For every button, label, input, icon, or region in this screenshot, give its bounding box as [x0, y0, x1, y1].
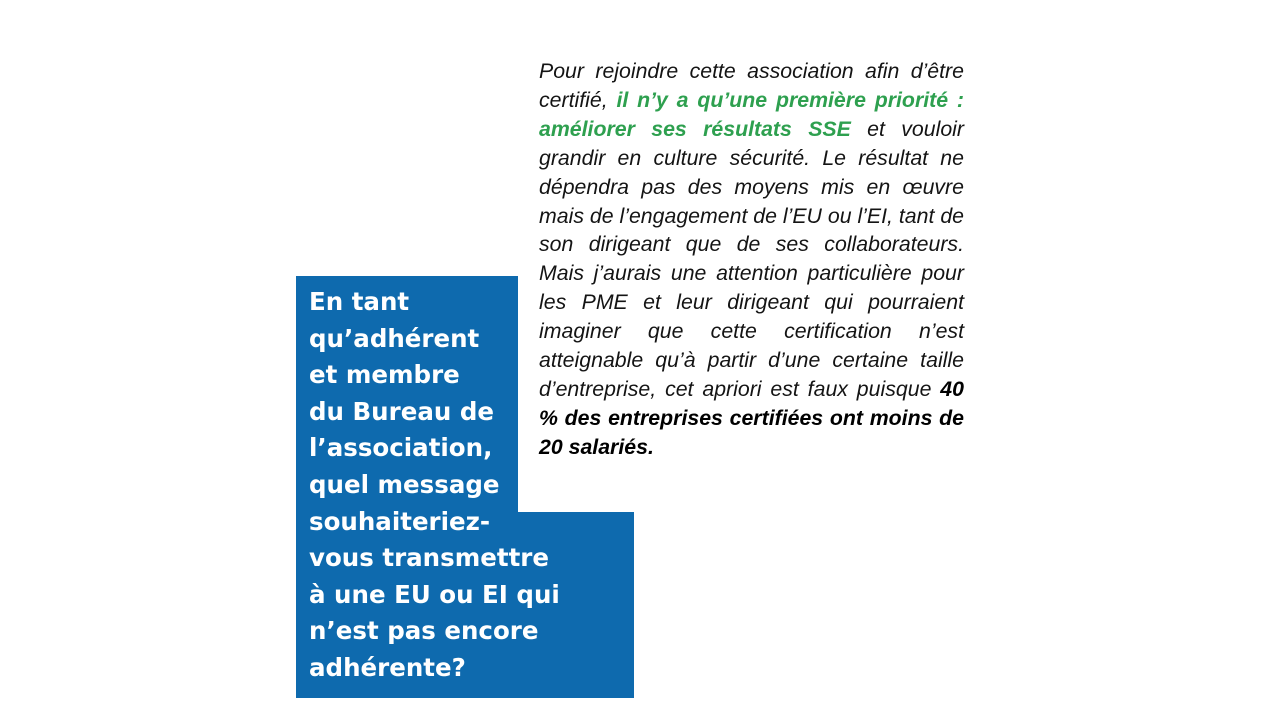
question-line: qu’adhérent	[309, 323, 480, 353]
question-line: En tant	[309, 287, 410, 316]
answer-highlight: il n’y a qu’une première priorité : améliorer ses résultats SSE	[539, 87, 964, 141]
question-line: quel message	[309, 469, 500, 499]
question-line: souhaiteriez-	[309, 506, 491, 536]
answer-intro: Pour rejoindre cette association afin d’être certifié,	[539, 59, 964, 112]
answer-body: et vouloir grandir en culture sécurité. Le résultat ne dépendra pas des moyens mis en œuvre mais de l’engagement de l’EU ou l’EI, tant de son dirigeant que de ses collaborateurs. Mais j’aurais une attention particulière pour les PME et leur dirigeant qui pourraient imaginer que cette certification n’est atteignable qu’à partir d’une certaine taille d’entreprise, cet apriori est faux puisque	[539, 116, 965, 401]
question-line: du Bureau de	[309, 396, 494, 426]
question-line: et membre	[309, 360, 460, 390]
question-line: vous transmettre	[309, 543, 549, 573]
question-line: à une EU ou EI qui	[309, 579, 560, 609]
answer-paragraph	[539, 57, 964, 462]
question-line: adhérente?	[309, 652, 466, 682]
question-line: n’est pas encore	[309, 616, 539, 646]
question-line: l’association,	[309, 433, 493, 463]
answer-emphasis: 40 % des entreprises certifiées ont moins de 20 salariés.	[539, 376, 964, 459]
